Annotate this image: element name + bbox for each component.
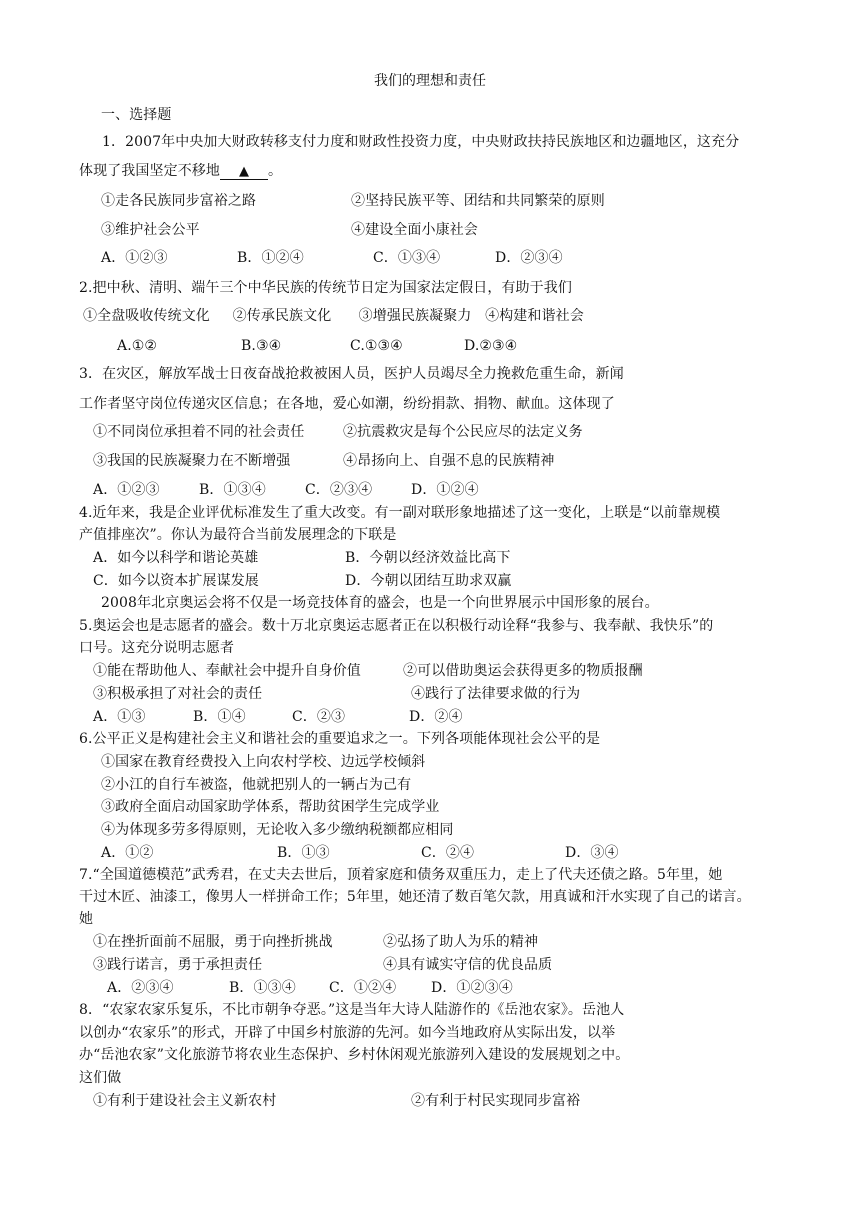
answer-blank: [220, 164, 268, 180]
q6-answer-a: A．①②: [101, 845, 154, 861]
q7-answer-a: A．②③④: [107, 980, 174, 996]
q2-answer-c: C.①③④: [350, 338, 403, 354]
q7-option-2: ②弘扬了助人为乐的精神: [383, 934, 539, 950]
q3-answer-a: A．①②③: [93, 482, 160, 498]
q7-stem-line2: 干过木匠、油漆工，像男人一样拼命工作；5年里，她还清了数百笔欠款，用真诚和汗水实现了自己的诺言。: [79, 889, 751, 905]
q5-option-1: ①能在帮助他人、奉献社会中提升自身价值: [93, 663, 361, 679]
q1-stem-line1: 1．2007年中央加大财政转移支付力度和财政性投资力度，中央财政扶持民族地区和边疆地区，这充分: [102, 134, 740, 150]
q5-stem-line1: 5.奥运会也是志愿者的盛会。数十万北京奥运志愿者正在以积极行动诠释“我参与、我奉献、我快乐”的: [79, 618, 714, 634]
q1-stem-end: 。: [268, 163, 283, 179]
q1-answer-d: D．②③④: [495, 250, 563, 266]
page-title: 我们的理想和责任: [374, 73, 486, 89]
q7-option-1: ①在挫折面前不屈服，勇于向挫折挑战: [93, 934, 333, 950]
q6-answer-d: D．③④: [565, 845, 619, 861]
q1-option-1: ①走各民族同步富裕之路: [101, 193, 257, 209]
q5-intro: 2008年北京奥运会将不仅是一场竞技体育的盛会，也是一个向世界展示中国形象的展台。: [101, 595, 659, 611]
q1-answer-b: B．①②④: [237, 250, 304, 266]
q6-option-2: ②小江的自行车被盗，他就把别人的一辆占为己有: [101, 777, 412, 793]
q8-stem-line4: 这们做: [79, 1070, 122, 1086]
triangle-marker-icon: ▲: [238, 164, 250, 179]
q6-option-1: ①国家在教育经费投入上向农村学校、边远学校倾斜: [101, 754, 426, 770]
q2-answer-a: A.①②: [117, 338, 158, 354]
q5-option-3: ③积极承担了对社会的责任: [93, 686, 263, 702]
q3-stem-line2: 工作者坚守岗位传递灾区信息；在各地，爱心如潮，纷纷捐款、捐物、献血。这体现了: [79, 396, 615, 412]
q3-stem-line1: 3．在灾区，解放军战士日夜奋战抢救被困人员，医护人员竭尽全力挽救危重生命，新闻: [79, 366, 624, 382]
q8-stem-line2: 以创办“农家乐”的形式，开辟了中国乡村旅游的先河。如今当地政府从实际出发，以举: [79, 1025, 616, 1041]
q4-stem-line1: 4.近年来，我是企业评优标准发生了重大改变。有一副对联形象地描述了这一变化，上联是“以前靠规模: [79, 505, 721, 521]
q1-answer-c: C．①③④: [373, 250, 441, 266]
q5-option-2: ②可以借助奥运会获得更多的物质报酬: [403, 663, 643, 679]
q3-answer-d: D．①②④: [411, 482, 479, 498]
q8-option-1: ①有利于建设社会主义新农村: [93, 1093, 277, 1109]
q5-stem-line2: 口号。这充分说明志愿者: [79, 640, 235, 656]
q2-options: ①全盘吸收传统文化 ②传承民族文化 ③增强民族凝聚力 ④构建和谐社会: [83, 308, 584, 324]
q5-answer-b: B．①④: [193, 709, 246, 725]
q3-option-4: ④昂扬向上、自强不息的民族精神: [343, 453, 555, 469]
q6-option-4: ④为体现多劳多得原则，无论收入多少缴纳税额都应相同: [101, 822, 454, 838]
q1-stem-text: 体现了我国坚定不移地: [79, 163, 220, 179]
q7-stem-line1: 7.“全国道德模范”武秀君，在丈夫去世后，顶着家庭和债务双重压力，走上了代夫还债之路。5年里，她: [79, 867, 723, 883]
q2-answer-d: D.②③④: [464, 338, 518, 354]
q2-stem: 2.把中秋、清明、端午三个中华民族的传统节日定为国家法定假日，有助于我们: [79, 280, 572, 296]
q7-option-4: ④具有诚实守信的优良品质: [383, 957, 553, 973]
q4-stem-line2: 产值排座次”。你认为最符合当前发展理念的下联是: [79, 527, 397, 543]
q1-answer-a: A．①②③: [101, 250, 168, 266]
q7-option-3: ③践行诺言，勇于承担责任: [93, 957, 263, 973]
q5-answer-c: C．②③: [292, 709, 346, 725]
q1-stem-line2: [79, 163, 282, 180]
q3-option-1: ①不同岗位承担着不同的社会责任: [93, 424, 305, 440]
q4-option-a: A．如今以科学和谐论英雄: [93, 550, 259, 566]
q7-answer-d: D．①②③④: [431, 980, 513, 996]
q8-option-2: ②有利于村民实现同步富裕: [411, 1093, 581, 1109]
q7-stem-line3: 她: [79, 911, 94, 927]
q4-option-d: D．今朝以团结互助求双赢: [345, 573, 512, 589]
q4-option-c: C．如今以资本扩展谋发展: [93, 573, 259, 589]
q6-option-3: ③政府全面启动国家助学体系，帮助贫困学生完成学业: [101, 799, 440, 815]
q1-option-2: ②坚持民族平等、团结和共同繁荣的原则: [351, 193, 605, 209]
q1-option-4: ④建设全面小康社会: [351, 222, 478, 238]
q3-answer-b: B．①③④: [199, 482, 266, 498]
q6-stem: 6.公平正义是构建社会主义和谐社会的重要追求之一。下列各项能体现社会公平的是: [79, 731, 601, 747]
q6-answer-c: C．②④: [421, 845, 475, 861]
section-heading: 一、选择题: [101, 107, 172, 123]
q8-stem-line1: 8．“农家农家乐复乐，不比市朝争夺恶。”这是当年大诗人陆游作的《岳池农家》。岳池人: [79, 1002, 625, 1018]
q5-option-4: ④践行了法律要求做的行为: [411, 686, 581, 702]
q8-stem-line3: 办“岳池农家”文化旅游节将农业生态保护、乡村休闲观光旅游列入建设的发展规划之中。: [79, 1047, 630, 1063]
q3-option-3: ③我国的民族凝聚力在不断增强: [93, 453, 291, 469]
q4-option-b: B．今朝以经济效益比高下: [345, 550, 511, 566]
q5-answer-d: D．②④: [409, 709, 463, 725]
q1-option-3: ③维护社会公平: [101, 222, 200, 238]
q5-answer-a: A．①③: [93, 709, 146, 725]
q7-answer-b: B．①③④: [229, 980, 296, 996]
q3-answer-c: C．②③④: [305, 482, 373, 498]
q6-answer-b: B．①③: [277, 845, 330, 861]
q7-answer-c: C．①②④: [329, 980, 397, 996]
q2-answer-b: B.③④: [241, 338, 282, 354]
q3-option-2: ②抗震救灾是每个公民应尽的法定义务: [343, 424, 583, 440]
